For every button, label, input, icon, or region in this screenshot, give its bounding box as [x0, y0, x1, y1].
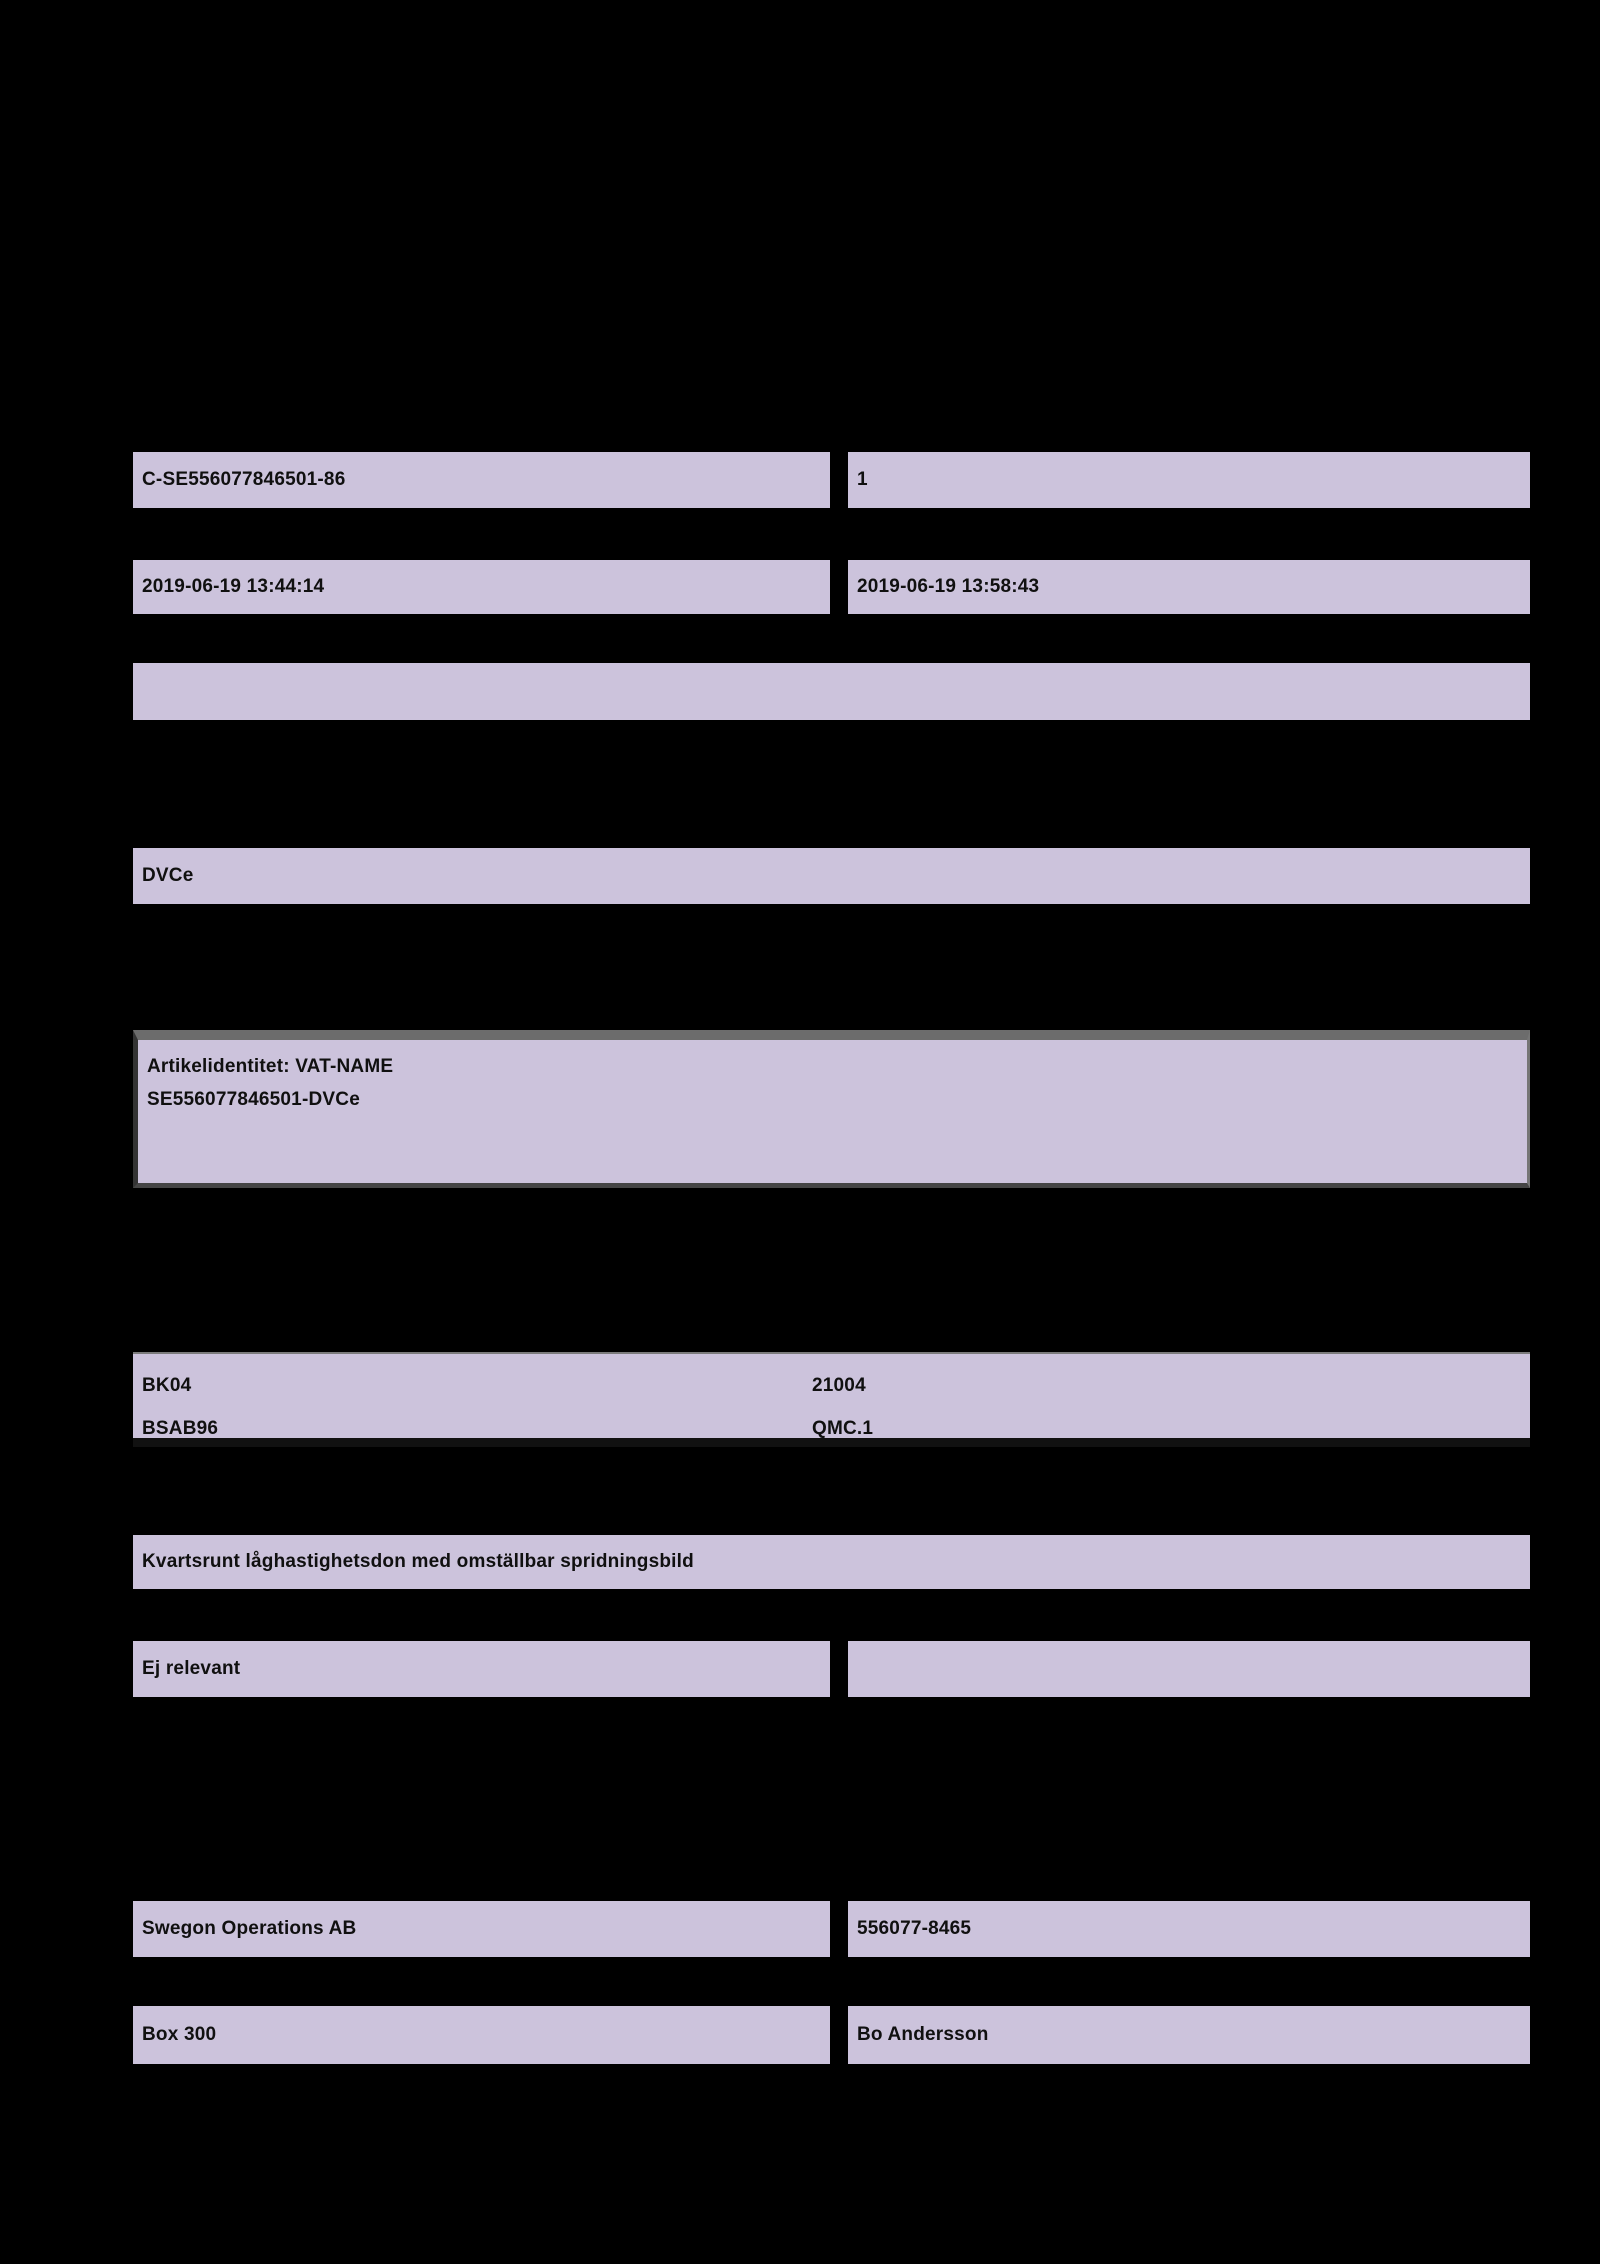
address-field[interactable]: Box 300	[133, 2006, 830, 2064]
product-name-field[interactable]: DVCe	[133, 848, 1530, 904]
classification-row	[142, 1407, 1530, 1447]
article-identity-field[interactable]	[133, 1030, 1530, 1188]
document-id-field[interactable]: C-SE556077846501-86	[133, 452, 830, 508]
classification-system-1: BK04	[142, 1374, 192, 1396]
classification-code-1: 21004	[812, 1374, 866, 1396]
org-number-field[interactable]: 556077-8465	[848, 1901, 1530, 1957]
classification-system-2: BSAB96	[142, 1417, 219, 1439]
company-name-field[interactable]: Swegon Operations AB	[133, 1901, 830, 1957]
classification-row	[142, 1364, 1530, 1407]
empty-right-field[interactable]	[848, 1641, 1530, 1697]
not-relevant-field[interactable]: Ej relevant	[133, 1641, 830, 1697]
article-identity-line1: Artikelidentitet: VAT-NAME	[147, 1056, 394, 1077]
classification-code-2: QMC.1	[812, 1417, 874, 1439]
contact-person-field[interactable]: Bo Andersson	[848, 2006, 1530, 2064]
changed-date-field[interactable]: 2019-06-19 13:58:43	[848, 560, 1530, 614]
created-date-field[interactable]: 2019-06-19 13:44:14	[133, 560, 830, 614]
empty-full-row-field[interactable]	[133, 663, 1530, 720]
version-field[interactable]: 1	[848, 452, 1530, 508]
classification-field[interactable]	[133, 1352, 1530, 1447]
article-identity-line2: SE556077846501-DVCe	[147, 1089, 360, 1110]
product-description-field[interactable]: Kvartsrunt låghastighetsdon med omställbar spridningsbild	[133, 1535, 1530, 1589]
